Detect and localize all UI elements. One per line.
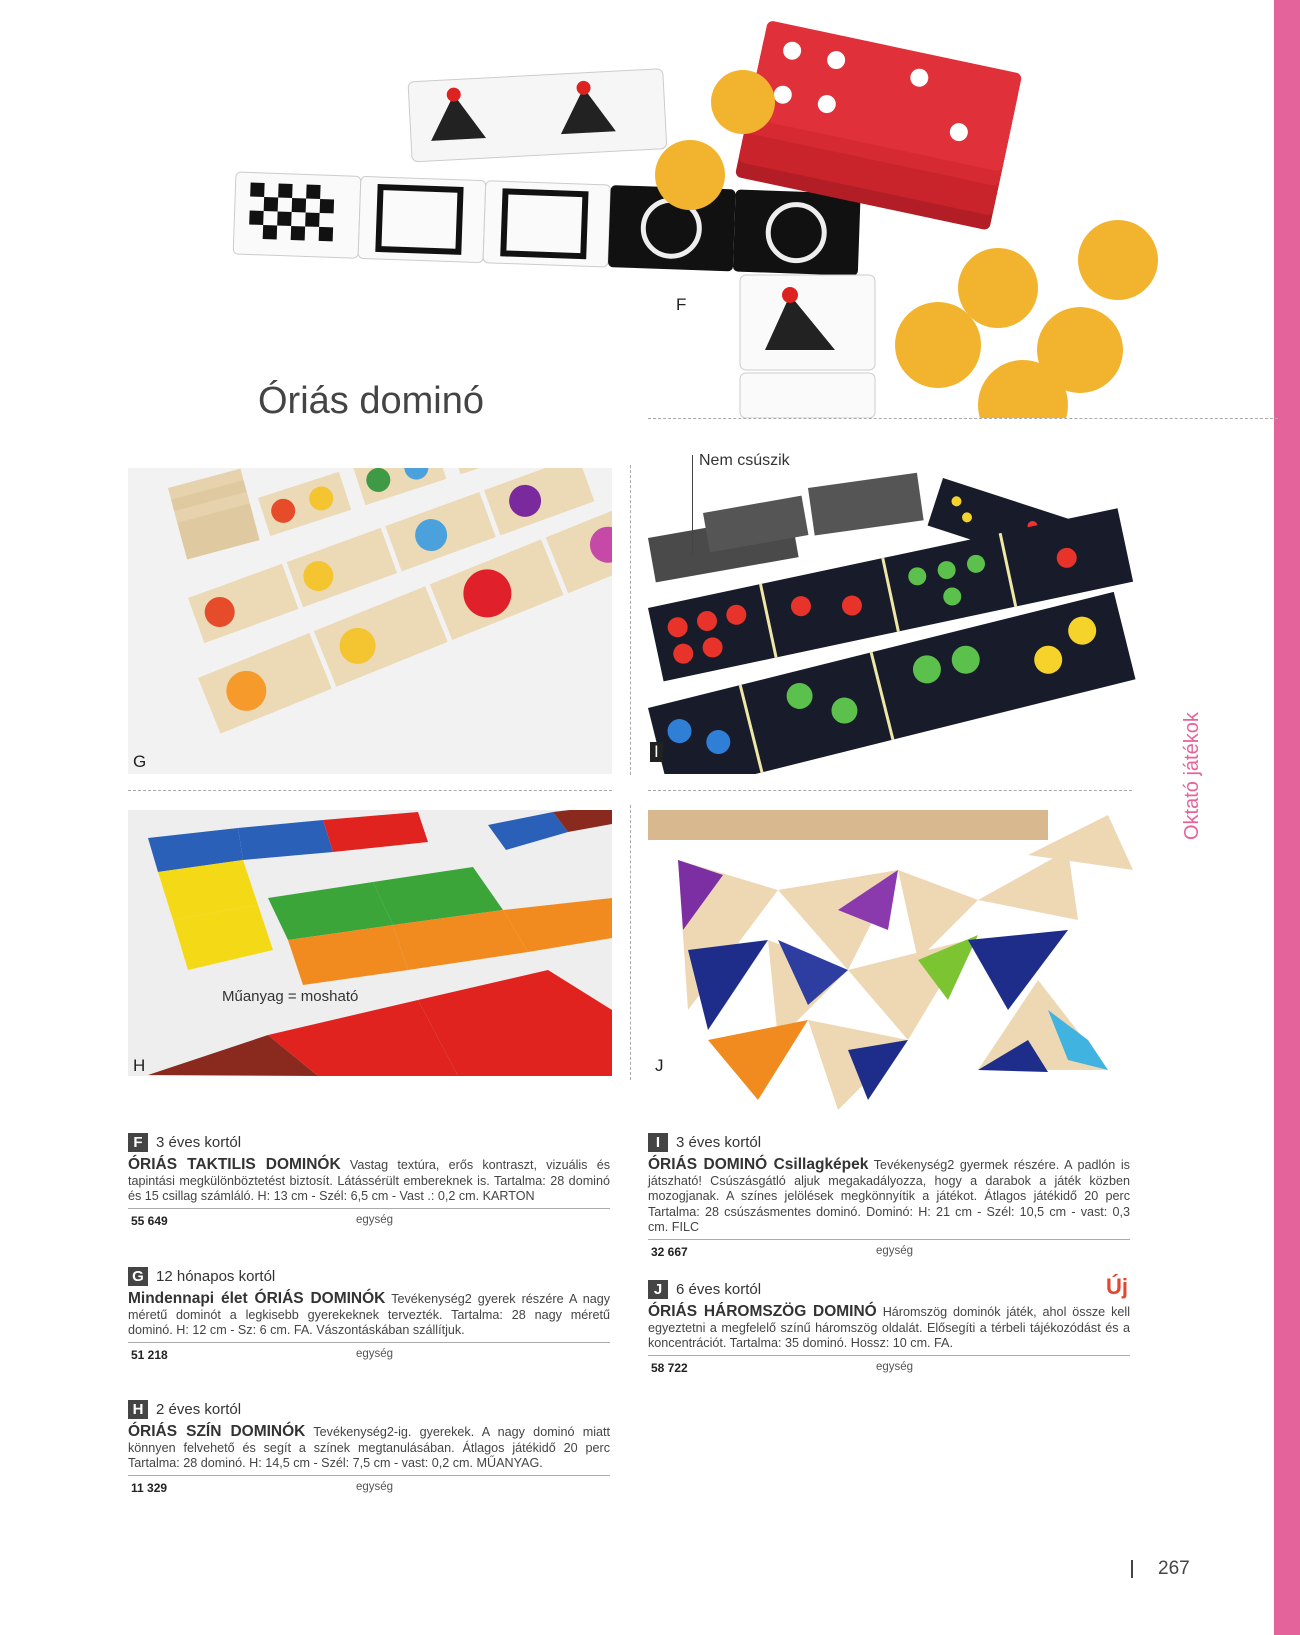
product-name: ÓRIÁS DOMINÓ Csillagképek bbox=[648, 1156, 869, 1173]
product-i bbox=[648, 1133, 1130, 1259]
product-description: Tevékenység2 gyermek részére. A padlón is játszható! Csúszásgátló aljuk megakadályozza, hogy a darabok a játék közben mozogjanak. A színes jelölések megkönnyítik a játékot. Átlagos játékidő 20 perc Tartalma: 28 csúszásmentes dominó. Dominó: H: 21 cm - Szél: 10,5 cm - vast: 0,3 cm. FILC bbox=[648, 1158, 1130, 1234]
product-unit: egység bbox=[356, 1213, 394, 1226]
product-code: 55 649 bbox=[131, 1213, 168, 1228]
product-code: 58 722 bbox=[651, 1360, 688, 1375]
pink-side-bar bbox=[1274, 0, 1300, 1635]
divider bbox=[630, 465, 631, 775]
product-unit: egység bbox=[876, 1360, 914, 1373]
section-label: Oktató játékok bbox=[1181, 712, 1203, 840]
product-age: 3 éves kortól bbox=[676, 1134, 762, 1151]
product-description: Tevékenység2 gyerek részére A nagy méretű dominót a legkisebb gyerekeknek tervezték. Tartalma: 28 nagy méretű dominó. H: 12 cm - Sz: 6 cm. FA. Vászontáskában szállítjuk. bbox=[128, 1292, 611, 1337]
product-name: ÓRIÁS HÁROMSZÖG DOMINÓ bbox=[648, 1303, 877, 1320]
product-description: Tevékenység2-ig. gyerekek. A nagy dominó miatt könnyen felvehető és segít a színek megtanulásában. Átlagos játékidő 20 perc Tartalma: 28 dominó. H: 14,5 cm - Szél: 7,5 cm - vast: 0,2 cm. MŰANYAG. bbox=[128, 1425, 611, 1470]
callout-line bbox=[692, 455, 693, 555]
product-unit: egység bbox=[356, 1347, 394, 1360]
product-age: 6 éves kortól bbox=[676, 1281, 762, 1298]
photo-label-j: J bbox=[655, 1056, 664, 1075]
product-name: Mindennapi élet ÓRIÁS DOMINÓK bbox=[128, 1290, 386, 1307]
page-number-bar bbox=[1131, 1560, 1133, 1578]
product-age: 12 hónapos kortól bbox=[156, 1268, 276, 1285]
divider bbox=[128, 1342, 610, 1343]
photo-g-everyday-domino bbox=[128, 468, 612, 774]
divider bbox=[648, 418, 1278, 419]
photo-label-g: G bbox=[133, 752, 147, 771]
product-letter-badge: F bbox=[128, 1133, 148, 1152]
product-letter-badge: J bbox=[648, 1280, 668, 1299]
photo-label-h: H bbox=[133, 1056, 146, 1075]
page-number: 267 bbox=[1158, 1558, 1190, 1579]
product-name: ÓRIÁS TAKTILIS DOMINÓK bbox=[128, 1156, 341, 1173]
divider bbox=[630, 805, 631, 1080]
photo-label-i: I bbox=[650, 742, 663, 762]
divider bbox=[128, 790, 612, 791]
product-name: ÓRIÁS SZÍN DOMINÓK bbox=[128, 1423, 306, 1440]
photo-label-f: F bbox=[676, 295, 687, 314]
product-code: 51 218 bbox=[131, 1347, 168, 1362]
page-title: Óriás dominó bbox=[258, 380, 484, 422]
product-unit: egység bbox=[356, 1480, 394, 1493]
product-letter-badge: H bbox=[128, 1400, 148, 1419]
divider bbox=[648, 790, 1132, 791]
product-g bbox=[128, 1267, 610, 1362]
note-muanyag: Műanyag = mosható bbox=[222, 988, 359, 1005]
note-nem-csuszik: Nem csúszik bbox=[699, 452, 790, 469]
product-age: 3 éves kortól bbox=[156, 1134, 242, 1151]
photo-i-constellation-domino bbox=[648, 468, 1136, 774]
product-code: 32 667 bbox=[651, 1244, 688, 1259]
product-code: 11 329 bbox=[131, 1480, 168, 1495]
product-j bbox=[648, 1280, 1130, 1375]
product-age: 2 éves kortól bbox=[156, 1401, 242, 1418]
product-description: Háromszög dominók játék, ahol össze kell egyeztetni a megfelelő színű háromszög oldalát. Elősegíti a térbeli tájékozódást és a koncentrációt. Tartalma: 35 dominó. Hossz: 10 cm. FA. bbox=[648, 1305, 1131, 1350]
divider bbox=[648, 1239, 1130, 1240]
product-letter-badge: I bbox=[648, 1133, 668, 1152]
product-f bbox=[128, 1133, 610, 1228]
photo-h-color-domino bbox=[128, 810, 612, 1076]
product-h bbox=[128, 1400, 610, 1495]
divider bbox=[648, 1355, 1130, 1356]
product-description: Vastag textúra, erős kontraszt, vizuális és tapintási megkülönböztetést biztosít. Látássérült embereknek is. Tartalma: 28 dominó és 15 csillag számláló. H: 13 cm - Szél: 6,5 cm - Vast .: 0,2 cm. KARTON bbox=[128, 1158, 611, 1203]
product-unit: egység bbox=[876, 1244, 914, 1257]
new-badge: Új bbox=[1106, 1274, 1128, 1299]
photo-f-tactile-domino bbox=[128, 10, 1273, 418]
divider bbox=[128, 1475, 610, 1476]
divider bbox=[128, 1208, 610, 1209]
product-letter-badge: G bbox=[128, 1267, 148, 1286]
photo-j-triangle-domino bbox=[648, 810, 1136, 1110]
